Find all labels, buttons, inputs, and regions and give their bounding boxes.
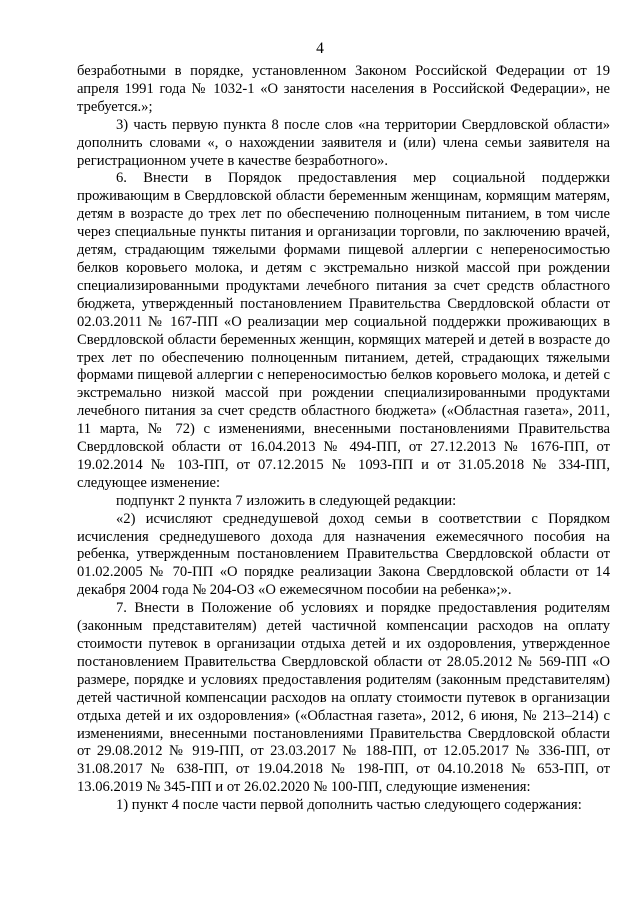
document-body <box>77 63 610 815</box>
paragraph-item-3: 3) часть первую пункта 8 после слов «на территории Свердловской области» дополнить словами «, о нахождении заявителя и (или) члена семьи заявителя на регистрационном учете в качестве безработного». <box>77 116 610 169</box>
paragraph-section-7: 7. Внести в Положение об условиях и порядке предоставления родителям (законным представителям) детей частичной компенсации расходов на оплату стоимости путевок в организации отдыха детей и их оздоровления, утвержденное постановлением Правительства Свердловской области от 28.05.2012 № 569-ПП «О размере, порядке и условиях предоставления родителям (законным представителям) детей частичной компенсации расходов на оплату стоимости путевок в организации отдыха детей и их оздоровления» («Областная газета», 2012, 6 июня, № 213–214) с изменениями, внесенными постановлениями Правительства Свердловской области от 29.08.2012 № 919-ПП, от 23.03.2017 № 188-ПП, от 12.05.2017 № 336-ПП, от 31.08.2017 № 638-ПП, от 19.04.2018 № 198-ПП, от 04.10.2018 № 653-ПП, от 13.06.2019 № 345-ПП и от 26.02.2020 № 100-ПП, следующие изменения: <box>77 600 610 796</box>
paragraph-item-1: 1) пункт 4 после части первой дополнить частью следующего содержания: <box>116 797 582 814</box>
paragraph-new-wording: «2) исчисляют среднедушевой доход семьи в соответствии с Порядком исчисления среднедушевого дохода для назначения ежемесячного пособия на ребенка, утвержденным постановлением Правительства Свердловской области от 01.02.2005 № 70-ПП «О порядке реализации Закона Свердловской области от 14 декабря 2004 года № 204-ОЗ «О ежемесячном пособии на ребенка»;». <box>77 510 610 599</box>
paragraph-section-6: 6. Внести в Порядок предоставления мер социальной поддержки проживающим в Свердловской области беременным женщинам, кормящим матерям, детям в возрасте до трех лет по обеспечению полноценным питанием, в том числе через специальные пункты питания и организации торговли, по заключению врачей, детям, страдающим тяжелыми формами пищевой аллергии с непереносимостью белков коровьего молока, и детям с экстремально низкой массой при рождении специализированными продуктами лечебного питания за счет средств областного бюджета, утвержденный постановлением Правительства Свердловской области от 02.03.2011 № 167-ПП «О реализации мер социальной поддержки проживающих в Свердловской области беременных женщин, кормящих матерей и детей в возрасте до трех лет по обеспечению полноценным питанием, детей, страдающих тяжелыми формами пищевой аллергии с непереносимостью белков коровьего молока, и детей с экстремально низкой массой при рождении специализированными продуктами лечебного питания за счет средств областного бюджета» («Областная газета», 2011, 11 марта, № 72) с изменениями, внесенными постановлениями Правительства Свердловской области от 16.04.2013 № 494-ПП, от 27.12.2013 № 1676-ПП, от 19.02.2014 № 103-ПП, от 07.12.2015 № 1093-ПП и от 31.05.2018 № 334-ПП, следующее изменение: <box>77 170 610 491</box>
paragraph-subpoint-instruction: подпункт 2 пункта 7 изложить в следующей редакции: <box>116 492 457 509</box>
paragraph-continuation: безработными в порядке, установленном Законом Российской Федерации от 19 апреля 1991 года № 1032-1 «О занятости населения в Российской Федерации», не требуется.»; <box>77 63 610 115</box>
page-number: 4 <box>316 40 324 57</box>
